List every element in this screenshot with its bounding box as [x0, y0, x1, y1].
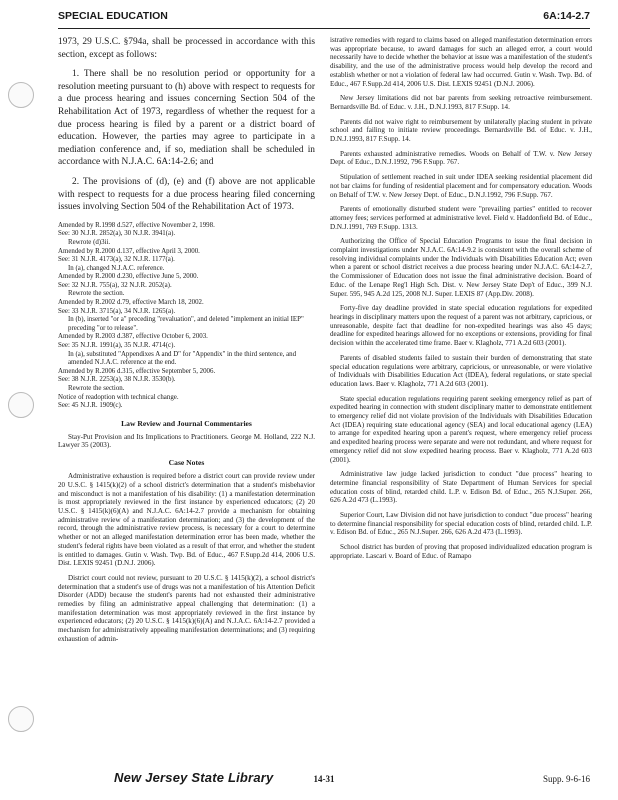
header-chapter-title: SPECIAL EDUCATION [58, 10, 168, 22]
running-header [58, 10, 590, 26]
case-note: Parents exhausted administrative remedies. Woods on Behalf of T.W. v. New Jersey Dept. of Educ., D.N.J.1992, 796 F.Supp. 767. [330, 149, 592, 167]
case-note: Parents did not waive right to reimbursement by unilaterally placing student in private school and failing to initiate review proceedings. Bernardsville Bd. of Educ. v. J.H., D.N.J.1993, 817 F.Supp. 14. [330, 117, 592, 144]
case-note: Parents of emotionally disturbed student were "prevailing parties" entitled to recover attorney fees; services performed at administrative level. Field v. Haddonfield Bd. of Educ., D.N.J.1991, 769 F.Supp. 1313. [330, 205, 592, 231]
history-line: Amended by R.2000 d.137, effective April 3, 2000. [58, 247, 200, 255]
history-line: Amended by R.2003 d.387, effective October 6, 2003. [58, 333, 208, 341]
history-line: See: 33 N.J.R. 3715(a), 34 N.J.R. 1265(a). [58, 307, 176, 315]
page-footer [58, 772, 590, 790]
supplement-date: Supp. 9-6-16 [543, 774, 590, 784]
history-line: Rewrote the section. [68, 385, 125, 392]
header-rule [58, 28, 590, 29]
page-number: 14-31 [313, 774, 335, 784]
header-section-number: 6A:14-2.7 [543, 10, 590, 22]
case-note: Superior Court, Law Division did not have jurisdiction to conduct "due process" hearing to determine financial responsibility for special education costs of blind, retarded child. L.P. v. Edison Bd. of Educ., 265 N.J.Super. 266, 626 A.2d 473 (L.1993). [330, 511, 592, 537]
case-note: School district has burden of proving that proposed individualized education program is appropriate. Lascari v. Board of Educ. of Ramapo [330, 543, 592, 560]
case-note: Parents of disabled students failed to sustain their burden of demonstrating that state special education regulations were arbitrary, capricious, or unreasonable, or were violative of Individuals with Disabilities Education Act (IDEA), federal regulations, or state special education laws. Baer v. Klagholz, 771 A.2d 603 (2001). [330, 353, 592, 388]
history-line: See: 30 N.J.R. 2852(a), 30 N.J.R. 3941(a). [58, 230, 176, 238]
history-line: Rewrote the section. [68, 290, 125, 298]
case-note: District court could not review, pursuant to 20 U.S.C. § 1415(k)(2), a school district's determination that a student's use of drugs was not a manifestation of his Attention Deficit Disorder (ADD) because the student's parents had not exhausted their administrative remedies by filing an administrative appeal challenging that determination: (1) a manifestation determination was most appropriately reviewed in the first instance by experienced educators; (2) 20 U.S.C. § 1415(k)(6)(A) and N.J.A.C. 6A:14-2.7 provided a mechanism for administratively appealing manifestation determinations; and (3) requiring exhaustion of admin- [58, 573, 315, 643]
case-notes-heading: Case Notes [168, 458, 205, 468]
history-line: Rewrote (d)3ii. [68, 238, 111, 246]
history-line: Amended by R.2000 d.230, effective June 5, 2000. [58, 273, 199, 281]
history-line: See: 35 N.J.R. 1991(a), 35 N.J.R. 4714(c). [58, 342, 176, 350]
case-note: Forty-five day deadline provided in state special education regulations for expedited hearings in disciplinary matters upon the request of a parent was not arbitrary, capricious, or unreasonable, despite fact that deadline for non-expedited hearings was also 45 days; deadline for expedited hearings allowed for no exceptions or extensions, providing for final decision within the accelerated time frame. Baer v. Klagholz, 771 A.2d 603 (2001). [330, 304, 592, 348]
rule-text-item-2: 2. The provisions of (d), (e) and (f) above are not applicable with respect to requests for a due process hearing filed concerning issues involving Section 504 of the Rehabilitation Act of 1973. [58, 176, 315, 213]
law-review-entry: Stay-Put Provision and Its Implications to Practitioners. George M. Holland, 222 N.J. Lawyer 35 (2003). [58, 432, 315, 450]
case-note: istrative remedies with regard to claims based on alleged manifestation determination errors was appropriate because, to award damages for such an alleged error, a court would necessarily have to decide whether the behavior at issue was a manifestation of the student's disability, and the use of the administrative process would help develop the record and establish whether or not a violation of federal law had occurred. Gutin v. Wash. Twp. Bd. of Educ., 467 F.Supp.2d 414, 2006 U.S. Dist. LEXIS 92451 (D.N.J. 2006). [330, 36, 592, 88]
case-note: Authorizing the Office of Special Education Programs to issue the final decision in complaint investigations under N.J.A.C. 6A:14-9.2 is consistent with the overall scheme of resolving individual complaints under the Individuals with Disabilities Education Act; even when a parent or school district receives a due process hearing under N.J.A.C. 6A:14-2.7, the Commissioner of Education does not issue the final administrative decision. Board of Educ. of the Lenape Reg'l High Sch. Dist. v. New Jersey State Dep't of Educ., 399 N.J. Super. 595, 945 A.2d 125, 2008 N.J. Super. LEXIS 87 (App.Div. 2008). [330, 237, 592, 298]
case-note: New Jersey limitations did not bar parents from seeking retroactive reimbursement. Bernardsville Bd. of Educ. v. J.H., D.N.J.1993, 817 F.Supp. 14. [330, 94, 592, 111]
case-note: Administrative law judge lacked jurisdiction to conduct "due process" hearing to determine financial responsibility of State Department of Human Services for special education costs of blind, retarded child. L.P. v. Edison Bd. of Educ., 265 N.J.Super. 266, 626 A.2d 473 (L.1993). [330, 470, 592, 505]
left-column [58, 36, 315, 766]
history-line: In (a), substituted "Appendixes A and D" for "Appendix" in the third sentence, and amended N.J.A.C. reference at the end. [68, 350, 297, 367]
history-line: See: 32 N.J.R. 755(a), 32 N.J.R. 2052(a). [58, 281, 172, 289]
history-line: See: 31 N.J.R. 4173(a), 32 N.J.R. 1177(a). [58, 256, 175, 264]
law-review-heading: Law Review and Journal Commentaries [121, 418, 252, 428]
history-line: Amended by R.2002 d.79, effective March 18, 2002. [58, 299, 204, 307]
history-line: In (a), changed N.J.A.C. reference. [68, 264, 165, 272]
binder-hole-icon [8, 82, 34, 108]
history-line: In (b), inserted "or a" preceding "revaluation", and deleted "implement an initial IEP" preceding "or to release". [68, 316, 304, 332]
history-line: Notice of readoption with technical change. [58, 393, 179, 401]
case-note: Administrative exhaustion is required before a district court can provide review under 20 U.S.C. § 1415(k)(2) of a school district's determination that a student's misbehavior and misconduct is not a manifestation of his disability: (1) a manifestation determination is most appropriately reviewed in the first instance by experienced educators; (2) 20 U.S.C. § 1415(k)(6)(A) and N.J.A.C. 6A:14-2.7 provide a mechanism for obtaining administrative review of a manifestation determination; and (3) the development of the record, through the administrative review process, is necessary for a court to determine whether or not an alleged manifestation determination error has been made, whether the student's federal rights have been violated as a result of that error, and whether the student is entitled to damages. Gutin v. Wash. Twp. Bd. of Educ., 467 F.Supp.2d 414, 2006 U.S. Dist. LEXIS 92451 (D.N.J. 2006). [58, 472, 315, 568]
history-line: Amended by R.1998 d.527, effective November 2, 1998. [58, 221, 215, 229]
rule-text-intro: 1973, 29 U.S.C. §794a, shall be processed in accordance with this section, except as follows: [58, 37, 315, 60]
binder-hole-icon [8, 392, 34, 418]
case-note: Stipulation of settlement reached in suit under IDEA seeking residential placement did not bar claims for funding of residential placement and for compensatory education. Woods on Behalf of T.W. v. New Jersey Dept. of Educ., D.N.J.1992, 796 F.Supp. 767. [330, 173, 592, 199]
case-notes-right [330, 36, 592, 561]
case-notes-left [58, 472, 315, 643]
history-line: See: 45 N.J.R. 1909(c). [58, 402, 123, 410]
library-watermark: New Jersey State Library [114, 770, 274, 785]
right-column [330, 36, 592, 766]
history-line: See: 38 N.J.R. 2253(a), 38 N.J.R. 3530(b). [58, 376, 176, 384]
case-note: State special education regulations requiring parent seeking emergency relief as part of expedited hearing in connection with student disciplinary matter to demonstrate entitlement to emergency relief did not violate provision of the Individuals with Disabilities Education Act (IDEA) requiring state educational agency (SEA) and local educational agency (LEA) to arrange for expedited hearing upon a parent's request, where emergency relief process and expedited hearing process were separate and were not redundant, and where request for emergency relief did not slow expedited hearing process. Baer v. Klagholz, 771 A.2d 603 (2001). [330, 394, 592, 464]
amendment-history [58, 222, 315, 411]
rule-text-item-1: 1. There shall be no resolution period or opportunity for a resolution meeting pursuant to (h) above with respect to requests for a due process hearing and issues concerning Section 504 of the Rehabilitation Act of 1973, regardless of whether the request for a due process hearing is filed by a parent or a district board of education. However, the parties may agree to participate in a mediation conference and, if so, mediation shall be scheduled in accordance with N.J.A.C. 6A:14-2.6; and [58, 69, 315, 168]
history-line: Amended by R.2006 d.315, effective September 5, 2006. [58, 367, 216, 375]
binder-hole-icon [8, 706, 34, 732]
